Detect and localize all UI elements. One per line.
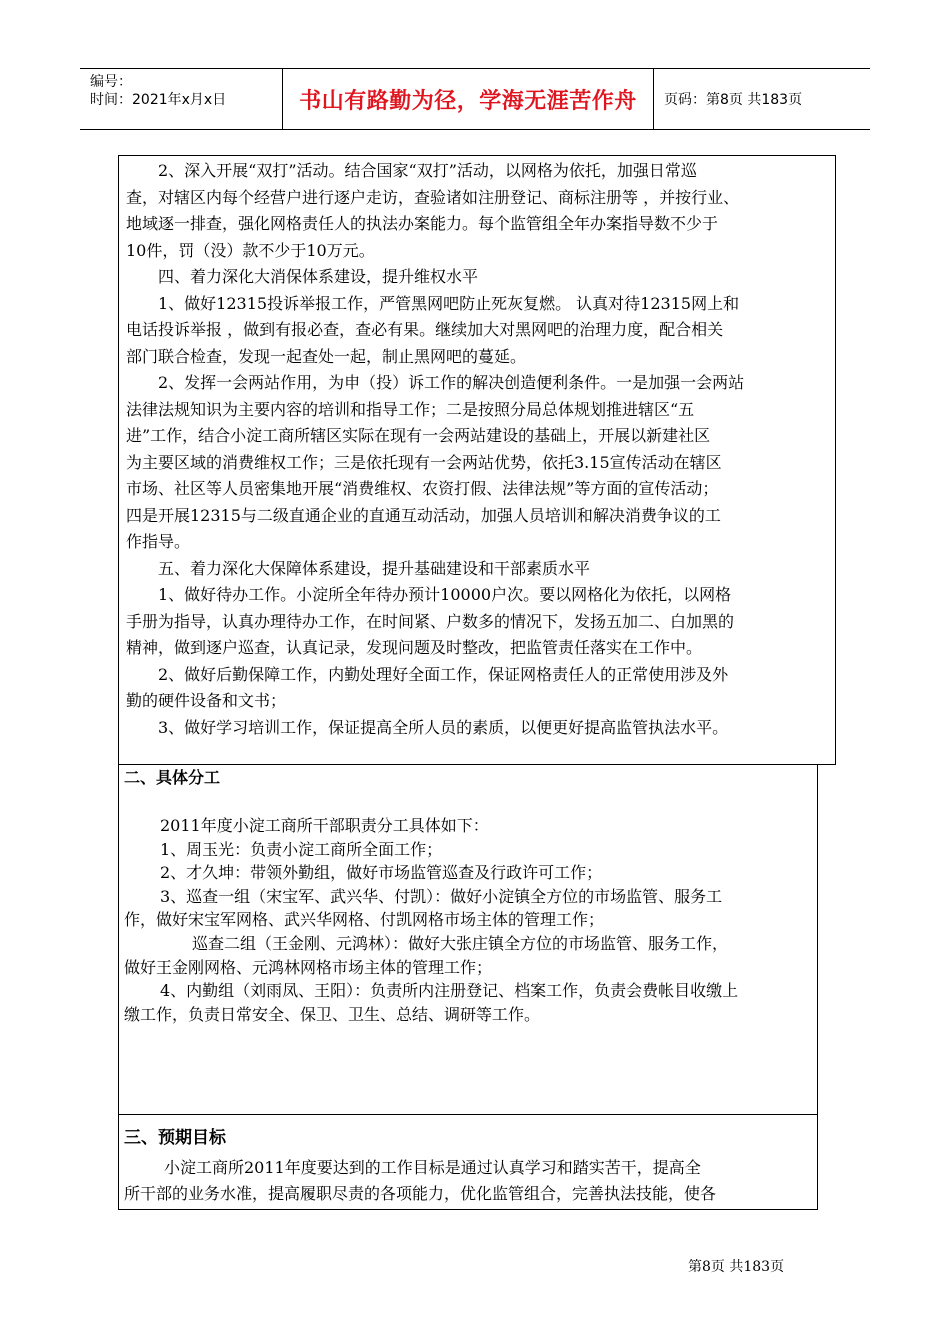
text-line: 小淀工商所2011年度要达到的工作目标是通过认真学习和踏实苦干，提高全 [164, 1158, 701, 1177]
text-line: 2、深入开展“双打”活动。结合国家“双打”活动，以网格为依托，加强日常巡 [158, 161, 697, 180]
text-line: 地域逐一排查，强化网格责任人的执法办案能力。每个监管组全年办案指导数不少于 [126, 214, 719, 233]
text-line: 为主要区域的消费维权工作；三是依托现有一会两站优势，依托3.15宣传活动在辖区 [126, 452, 722, 472]
text-line: 作，做好宋宝军网格、武兴华网格、付凯网格市场主体的管理工作； [124, 910, 605, 930]
header-meta-cell [80, 69, 283, 129]
text-line: 1、做好待办工作。小淀所全年待办预计10000户次。要以网格化为依托，以网格 [158, 585, 732, 604]
time-label: 时间：2021年x月x日 [90, 92, 227, 108]
text-line: 2、做好后勤保障工作，内勤处理好全面工作，保证网格责任人的正常使用涉及外 [158, 664, 729, 684]
text-line: 3、巡查一组（宋宝军、武兴华、付凯）：做好小淀镇全方位的市场监管、服务工 [160, 886, 723, 906]
text-line: 1、周玉光：负责小淀工商所全面工作； [160, 839, 443, 859]
text-line: 4、内勤组（刘雨凤、王阳）：负责所内注册登记、档案工作，负责会费帐目收缴上 [160, 981, 739, 1001]
text-line: 精神，做到逐户巡查，认真记录，发现问题及时整改，把监管责任落实在工作中。 [126, 638, 703, 657]
number-label: 编号： [90, 74, 132, 90]
text-line: 法律法规知识为主要内容的培训和指导工作；二是按照分局总体规划推进辖区“五 [126, 399, 695, 419]
page-header [80, 68, 870, 130]
text-line: 五、着力深化大保障体系建设，提升基础建设和干部素质水平 [158, 558, 591, 578]
text-line: 2011年度小淀工商所干部职责分工具体如下： [160, 816, 489, 835]
text-line: 四、着力深化大消保体系建设，提升维权水平 [158, 267, 479, 286]
header-motto-cell [283, 69, 654, 129]
text-line: 所干部的业务水准，提高履职尽责的各项能力，优化监管组合，完善执法技能，使各 [124, 1184, 717, 1203]
text-line: 四是开展12315与二级直通企业的直通互动活动，加强人员培训和解决消费争议的工 [126, 505, 721, 525]
text-line: 进”工作，结合小淀工商所辖区实际在现有一会两站建设的基础上，开展以新建社区 [126, 426, 711, 445]
text-line: 手册为指导，认真办理待办工作，在时间紧、户数多的情况下，发扬五加二、白加黑的 [126, 611, 735, 631]
text-line: 作指导。 [126, 532, 191, 551]
text-line: 部门联合检查，发现一起查处一起，制止黑网吧的蔓延。 [126, 346, 527, 366]
section-2-title: 二、具体分工 [124, 768, 221, 787]
text-line: 市场、社区等人员密集地开展“消费维权、农资打假、法律法规”等方面的宣传活动； [126, 479, 719, 498]
text-line: 做好王金刚网格、元鸿林网格市场主体的管理工作； [124, 957, 493, 977]
section-3-title: 三、预期目标 [124, 1128, 226, 1148]
text-line: 2、发挥一会两站作用，为申（投）诉工作的解决创造便利条件。一是加强一会两站 [158, 373, 745, 392]
text-line: 2、才久坤：带领外勤组，做好市场监管巡查及行政许可工作； [160, 863, 603, 883]
page-footer: 第8页 共183页 [688, 1259, 785, 1275]
text-line: 缴工作，负责日常安全、保卫、卫生、总结、调研等工作。 [124, 1004, 541, 1024]
text-line: 10件，罚（没）款不少于10万元。 [126, 240, 375, 260]
text-line: 电话投诉举报 ，做到有报必查，查必有果。继续加大对黑网吧的治理力度，配合相关 [126, 320, 724, 339]
text-line: 巡查二组（王金刚、元鸿林）：做好大张庄镇全方位的市场监管、服务工作， [192, 934, 729, 953]
page-info: 页码：第8页 共183页 [664, 92, 803, 108]
motto: 书山有路勤为径，学海无涯苦作舟 [299, 88, 637, 114]
text-line: 勤的硬件设备和文书； [126, 691, 287, 710]
text-line: 3、做好学习培训工作，保证提高全所人员的素质，以便更好提高监管执法水平。 [158, 717, 729, 737]
header-page-cell [654, 69, 880, 129]
text-line: 查，对辖区内每个经营户进行逐户走访，查验诸如注册登记、商标注册等 ，并按行业、 [126, 187, 740, 207]
text-line: 1、做好12315投诉举报工作，严管黑网吧防止死灰复燃。 认真对待12315网上和 [158, 293, 740, 313]
